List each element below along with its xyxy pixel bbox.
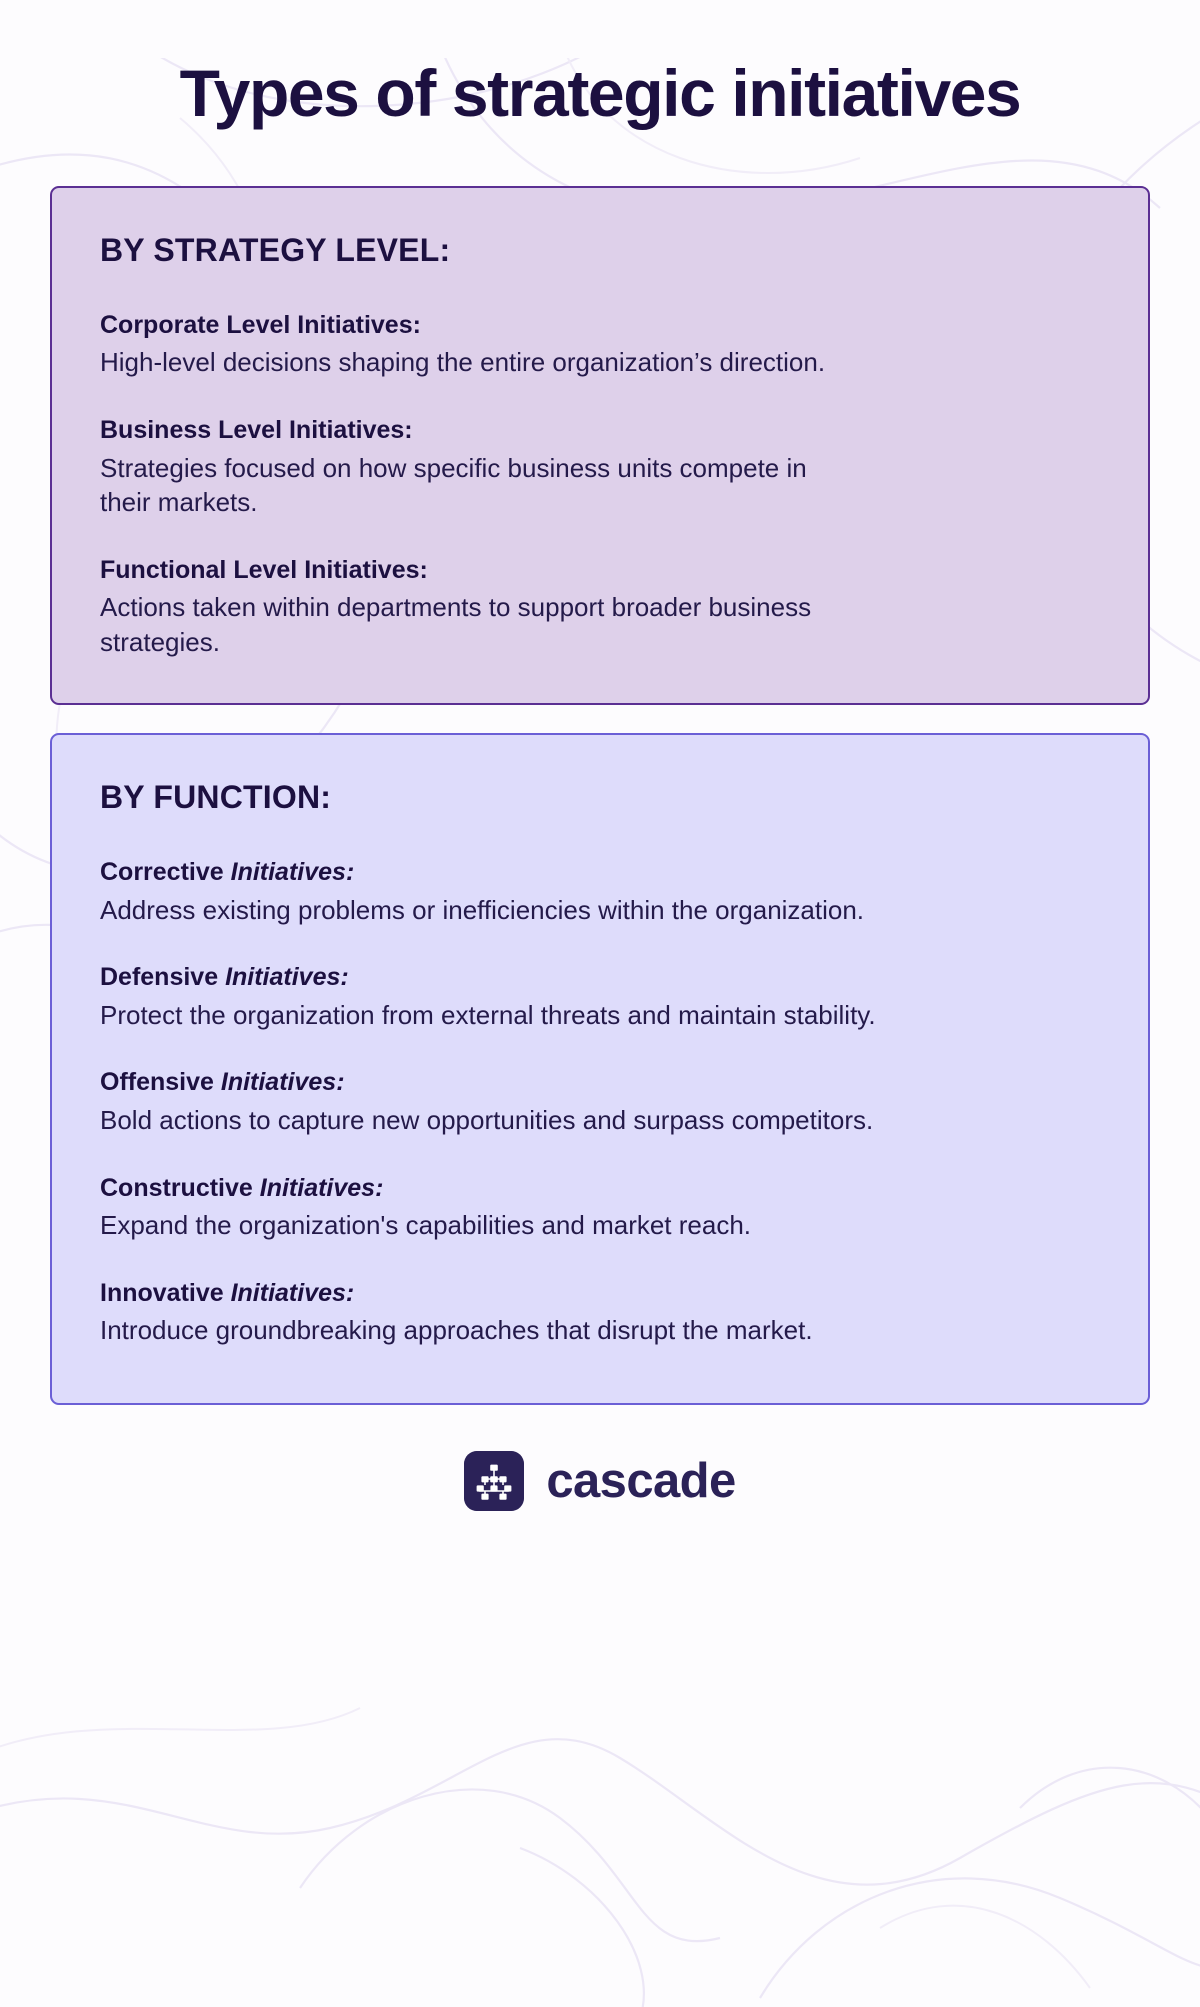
entry-term-bold: Corrective — [100, 858, 231, 887]
entry-term — [100, 309, 1100, 342]
entry-corrective — [100, 856, 1100, 927]
entry-description: Bold actions to capture new opportunities and surpass competitors. — [100, 1104, 874, 1135]
entry-description: Actions taken within departments to support broader business strategies. — [100, 592, 812, 657]
cascade-tree-logo-icon — [464, 1451, 524, 1511]
entry-corporate-level — [100, 309, 1100, 380]
entry-term-bold: Functional Level Initiatives: — [100, 555, 428, 584]
card-heading-function: BY FUNCTION: — [100, 779, 332, 816]
card-by-strategy-level — [50, 186, 1150, 705]
entry-description: Protect the organization from external threats and maintain stability. — [100, 999, 876, 1030]
infographic-page — [0, 58, 1200, 2007]
entry-term-bold: Business Level Initiatives: — [100, 416, 413, 445]
entry-description: Strategies focused on how specific business units compete in their markets. — [100, 452, 807, 518]
entry-term-italic: Initiatives: — [225, 963, 349, 992]
entry-term-bold: Innovative — [100, 1278, 231, 1307]
entry-term-italic: Initiatives: — [259, 1173, 384, 1202]
entry-term-italic: Initiatives: — [230, 1278, 355, 1307]
card-heading-strategy: BY STRATEGY LEVEL: — [100, 231, 451, 268]
entry-term — [100, 856, 1100, 889]
entry-term — [100, 414, 1100, 447]
entry-term — [100, 961, 1100, 994]
entry-description: Introduce groundbreaking approaches that disrupt the market. — [100, 1315, 813, 1346]
entry-innovative — [100, 1277, 1100, 1348]
card-by-function — [50, 733, 1150, 1405]
entry-term-bold: Defensive — [100, 963, 226, 992]
entry-term-bold: Corporate Level Initiatives: — [100, 310, 421, 339]
entry-constructive — [100, 1172, 1100, 1243]
entry-term-bold: Offensive — [100, 1068, 221, 1097]
entry-defensive — [100, 961, 1100, 1032]
entry-offensive — [100, 1066, 1100, 1137]
entry-term — [100, 1172, 1100, 1205]
entry-term-bold: Constructive — [100, 1173, 260, 1202]
footer-branding — [50, 1451, 1150, 1511]
entry-term — [100, 554, 1100, 587]
entry-description: Expand the organization's capabilities and market reach. — [100, 1210, 752, 1241]
entry-term — [100, 1277, 1100, 1310]
entry-functional-level — [100, 554, 1100, 660]
page-title: Types of strategic initiatives — [179, 56, 1021, 130]
entry-description: Address existing problems or inefficiencies within the organization. — [100, 894, 865, 925]
entry-business-level — [100, 414, 1100, 520]
brand-wordmark: cascade — [546, 1453, 736, 1508]
entry-term-italic: Initiatives: — [220, 1068, 345, 1097]
entry-description: High-level decisions shaping the entire organization’s direction. — [100, 347, 826, 378]
entry-term-italic: Initiatives: — [230, 858, 355, 887]
entry-term — [100, 1066, 1100, 1099]
